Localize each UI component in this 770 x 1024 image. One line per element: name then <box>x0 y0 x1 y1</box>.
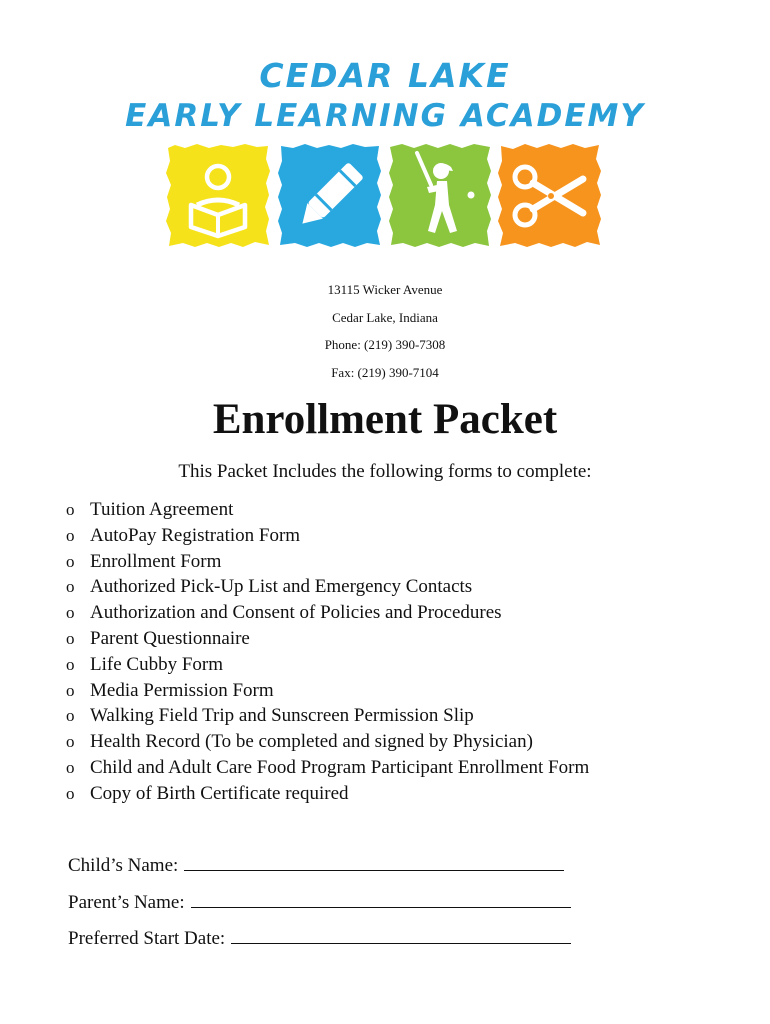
form-item-label: Walking Field Trip and Sunscreen Permission Slip <box>90 705 474 727</box>
child-name-field <box>68 852 564 877</box>
scissors-icon <box>497 143 603 249</box>
list-item <box>66 523 589 549</box>
child-name-line[interactable] <box>184 852 564 871</box>
form-item-label: AutoPay Registration Form <box>90 524 301 546</box>
address-phone: Phone: (219) 390-7308 <box>324 337 446 352</box>
form-item-label: Copy of Birth Certificate required <box>90 782 349 804</box>
baseball-player-icon <box>387 143 493 249</box>
form-item-label: Media Permission Form <box>90 679 274 701</box>
bullet-marker: o <box>66 783 75 803</box>
bullet-marker: o <box>66 551 75 571</box>
parent-name-label: Parent’s Name: <box>68 892 185 913</box>
bullet-marker: o <box>66 525 75 545</box>
list-item <box>66 574 589 600</box>
form-item-label: Authorization and Consent of Policies and Procedures <box>90 602 502 624</box>
forms-list <box>66 497 589 807</box>
logo-title-line1: CEDAR LAKE <box>259 56 511 95</box>
form-item-label: Parent Questionnaire <box>90 627 250 649</box>
logo-title-line2: EARLY LEARNING ACADEMY <box>125 98 645 134</box>
bullet-marker: o <box>66 757 75 777</box>
address-city: Cedar Lake, Indiana <box>332 310 438 325</box>
crayon-icon <box>277 143 383 249</box>
list-item <box>66 497 589 523</box>
list-item <box>66 703 589 729</box>
logo-tiles <box>165 143 605 251</box>
intro-text: This Packet Includes the following forms to complete: <box>178 461 592 482</box>
bullet-marker: o <box>66 628 75 648</box>
bullet-marker: o <box>66 680 75 700</box>
form-item-label: Enrollment Form <box>90 550 222 572</box>
bullet-marker: o <box>66 603 75 623</box>
start-date-line[interactable] <box>231 925 571 944</box>
parent-name-line[interactable] <box>191 889 571 908</box>
list-item <box>66 729 589 755</box>
list-item <box>66 600 589 626</box>
form-item-label: Tuition Agreement <box>90 499 234 520</box>
page-title: Enrollment Packet <box>212 396 558 443</box>
address-fax: Fax: (219) 390-7104 <box>331 365 439 380</box>
form-item-label: Health Record (To be completed and signed by Physician) <box>90 731 533 753</box>
list-item <box>66 781 589 807</box>
form-item-label: Child and Adult Care Food Program Participant Enrollment Form <box>90 756 590 778</box>
address-street: 13115 Wicker Avenue <box>327 282 443 297</box>
bullet-marker: o <box>66 500 75 519</box>
bullet-marker: o <box>66 706 75 726</box>
child-name-label: Child’s Name: <box>68 855 179 876</box>
bullet-marker: o <box>66 577 75 597</box>
form-item-label: Life Cubby Form <box>90 653 223 675</box>
reading-child-icon <box>165 143 271 249</box>
start-date-field <box>68 925 571 950</box>
list-item <box>66 549 589 575</box>
list-item <box>66 626 589 652</box>
bullet-marker: o <box>66 732 75 752</box>
list-item <box>66 652 589 678</box>
start-date-label: Preferred Start Date: <box>68 928 226 949</box>
list-item <box>66 678 589 704</box>
form-item-label: Authorized Pick-Up List and Emergency Contacts <box>90 576 473 598</box>
bullet-marker: o <box>66 654 75 674</box>
parent-name-field <box>68 889 571 914</box>
list-item <box>66 755 589 781</box>
